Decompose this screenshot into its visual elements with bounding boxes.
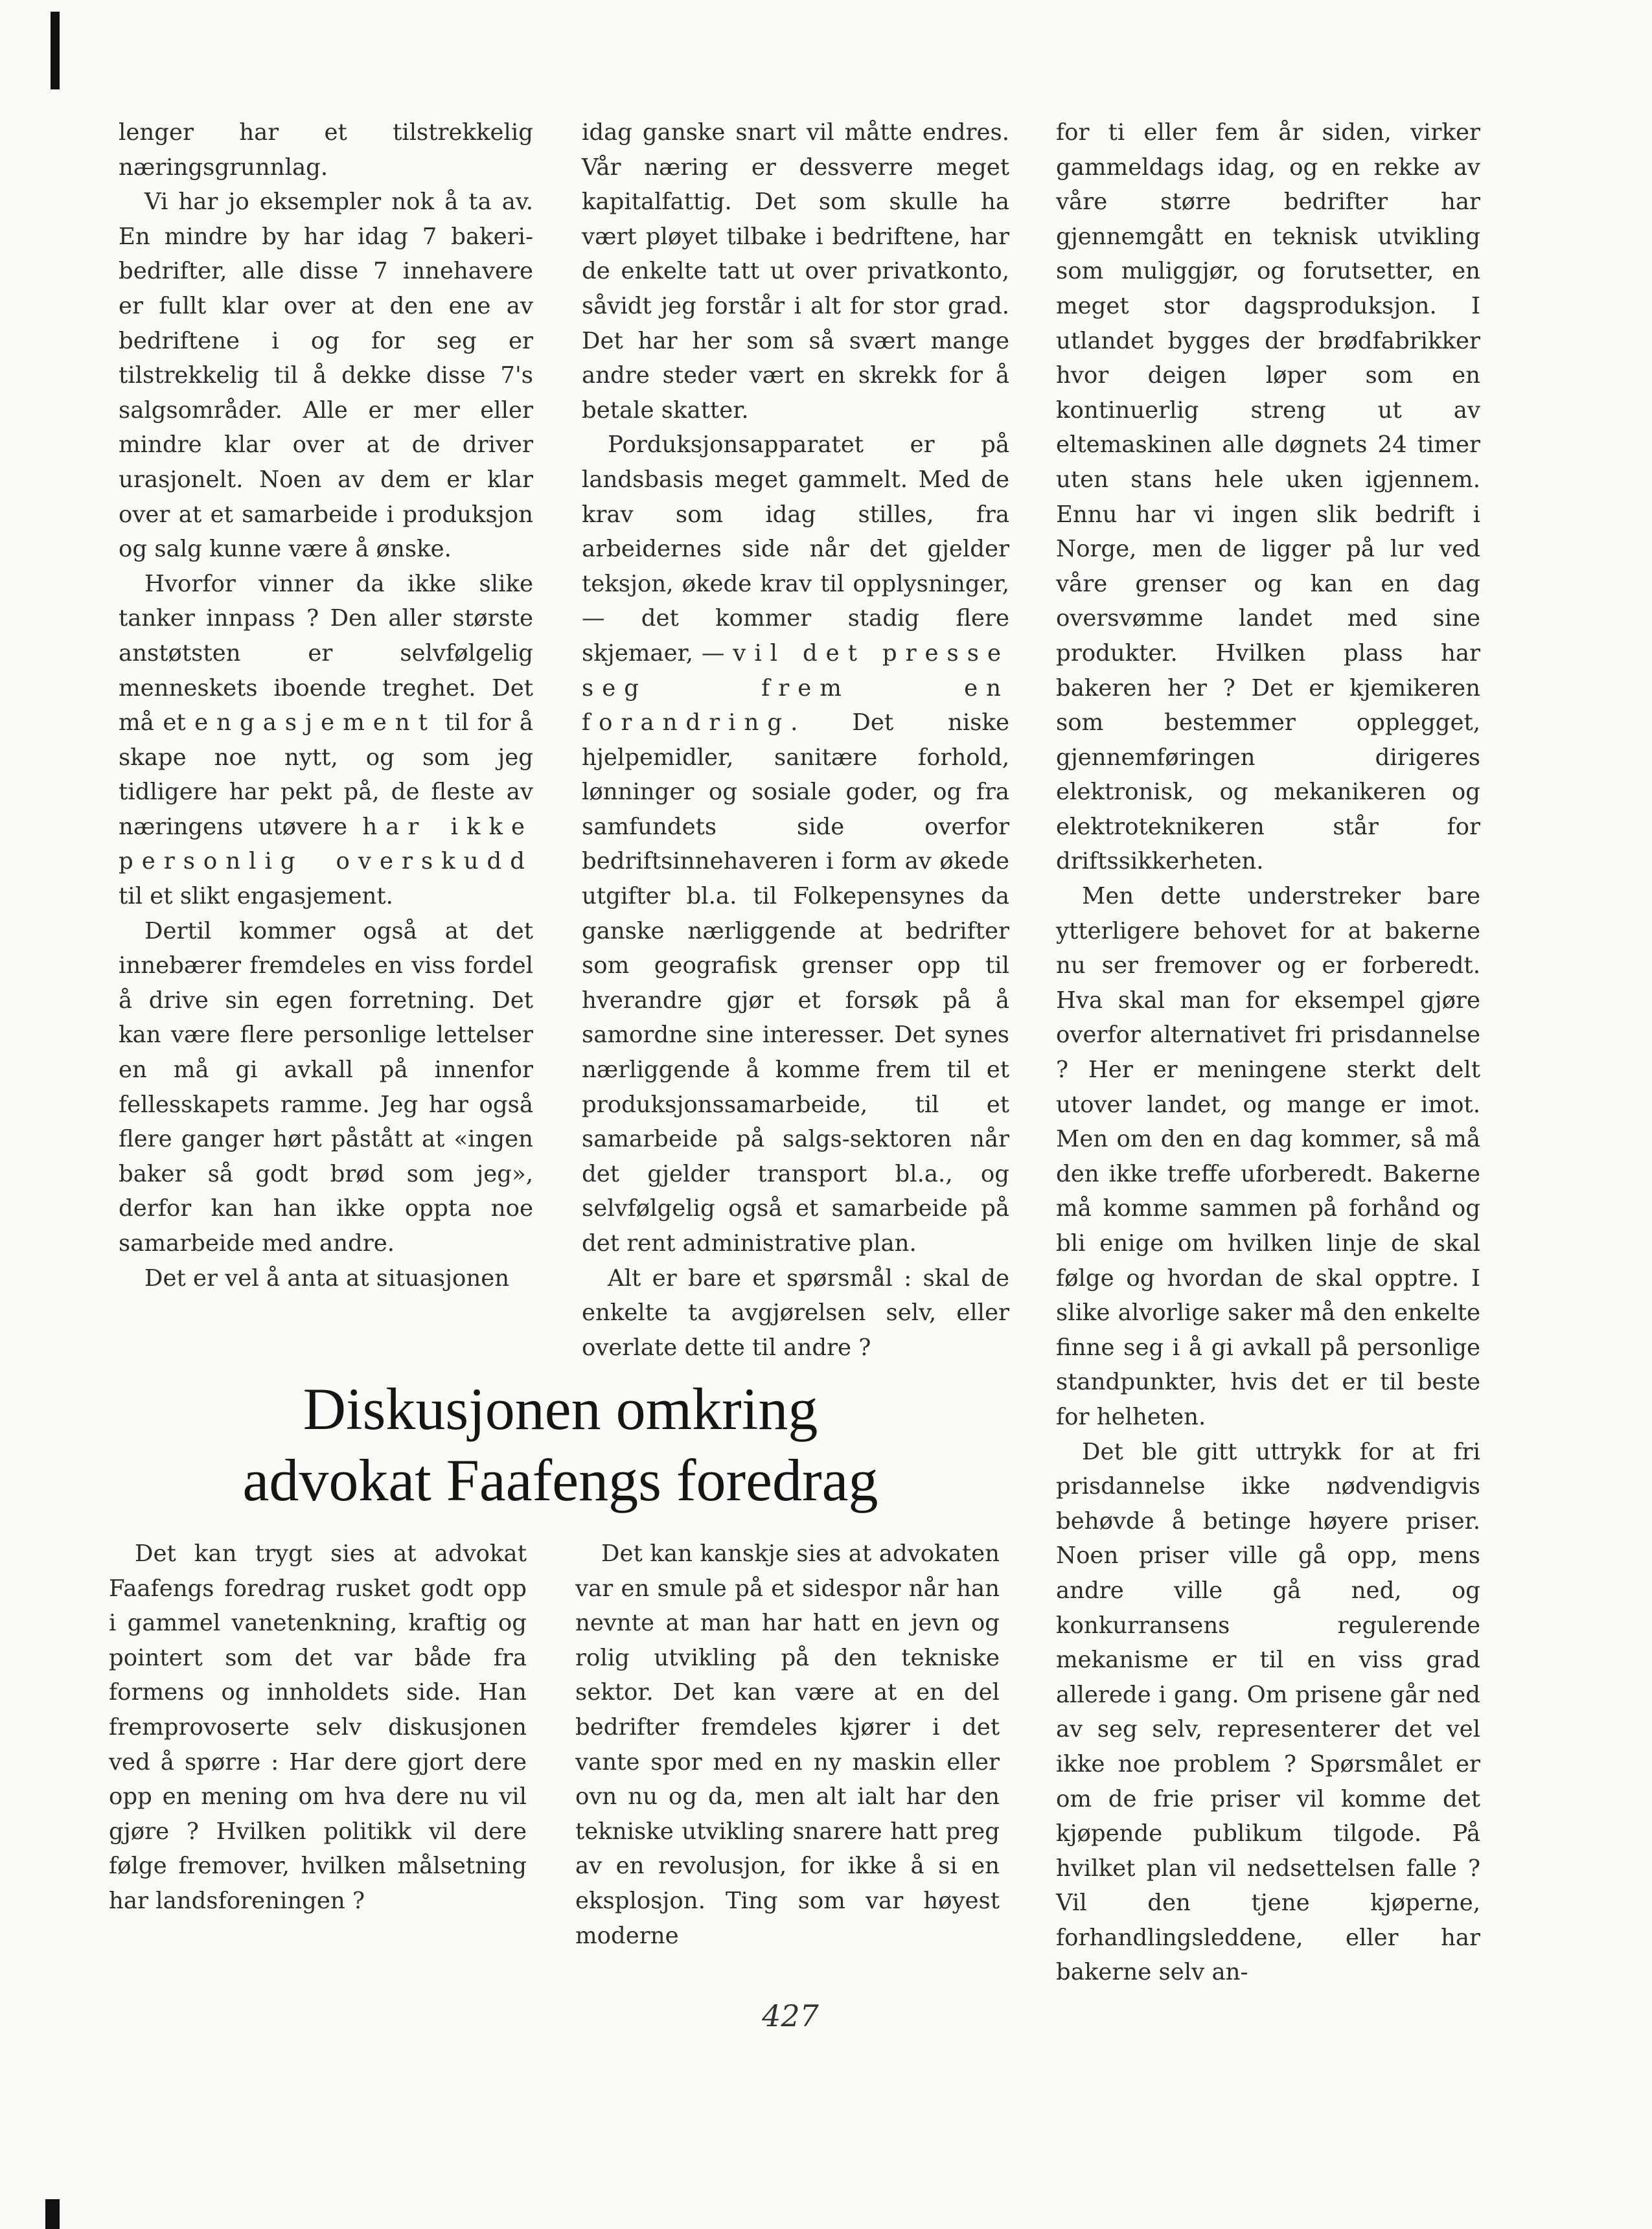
- scan-edge-mark-bottom: [45, 2199, 60, 2229]
- paragraph: Det kan trygt sies at advokat Faafengs foredrag rusket godt opp i gammel vanetenkning, kraftig og pointert som det var både fra formens og innholdets side. Han fremprovoserte selv diskusjonen ved å spørre : Har dere gjort dere opp en mening om hva dere nu vil gjøre ? Hvilken politikk vil dere følge fremover, hvilken målsetning har landsforeningen ?: [109, 1540, 527, 1914]
- emphasized-text: engasjement: [194, 709, 436, 737]
- text-column-5: [575, 1537, 1000, 1953]
- paragraph: Det kan kanskje sies at advokaten var en smule på et sidespor når han nevnte at man har hatt en jevn og rolig utvikling på den tekniske sektor. Det kan være at en del bedrifter fremdeles kjører i det vante spor med en ny maskin eller ovn nu og da, men alt ialt har den tekniske utvikling snarere hatt preg av en revolusjon, for ikke å si en eksplosjon. Ting som var høyest moderne: [575, 1540, 1000, 1949]
- article-headline: [175, 1373, 946, 1516]
- text-run: Hvorfor vinner da ikke slike tanker innpass ? Den aller største anstøtsten er selvfølgelig menneskets iboende treghet. Det må et: [119, 570, 533, 737]
- scan-edge-mark: [51, 12, 60, 89]
- paragraph: lenger har et tilstrekkelig næringsgrunnlag.: [119, 119, 533, 181]
- text-run: til for å skape noe nytt, og som jeg tidligere har pekt på, de fleste av næringens utøvere: [119, 709, 533, 840]
- paragraph: [119, 567, 533, 914]
- paragraph: for ti eller fem år siden, virker gammeldags idag, og en rekke av våre større bedrifter har gjennemgått en teknisk utvikling som muliggjør, og forutsetter, en meget stor dagsproduksjon. I utlandet bygges der brødfabrikker hvor deigen løper som en kontinuerlig streng ut av eltemaskinen alle døgnets 24 timer uten stans hele uken igjennem. Ennu har vi ingen slik bedrift i Norge, men de ligger på lur ved våre grenser og kan en dag oversvømme landet med sine produkter. Hvilken plass har bakeren her ? Det er kjemikeren som bestemmer opplegget, gjennemføringen dirigeres elektronisk, og mekanikeren og elektroteknikeren står for driftssikkerheten.: [1056, 119, 1480, 875]
- emphasized-text: har ikke personlig overskudd: [119, 813, 533, 875]
- paragraph: Det er vel å anta at situasjonen: [144, 1264, 510, 1292]
- text-run: Porduksjonsapparatet er på landsbasis meget gammelt. Med de krav som idag stilles, fra arbeidernes side når det gjelder teksjon, økede krav til opplysninger, — det kommer stadig flere skjemaer, —: [582, 431, 1009, 667]
- text-column-1: [119, 115, 533, 1296]
- paragraph: Alt er bare et spørsmål : skal de enkelte ta avgjørelsen selv, eller overlate dette til andre ?: [582, 1264, 1009, 1361]
- paragraph: [582, 428, 1009, 1261]
- text-run: . Det niske hjelpemidler, sanitære forhold, lønninger og sosiale goder, og fra samfundets side overfor bedriftsinnehaveren i form av økede utgifter bl.a. til Folkepensynes da ganske nærliggende at bedrifter som geografisk grenser opp til hverandre gjør et forsøk på å samordne sine interesser. Det synes nærliggende å komme frem til et produksjonssamarbeide, til et samarbeide på salgs-sektoren når det gjelder transport bl.a., og selvfølgelig også et samarbeide på det rent administrative plan.: [582, 709, 1009, 1257]
- text-column-4: [109, 1537, 527, 1919]
- paragraph: Dertil kommer også at det innebærer fremdeles en viss fordel å drive sin egen forretning. Det kan være flere personlige lettelser en må gi avkall på innenfor fellesskapets ramme. Jeg har også flere ganger hørt påstått at «ingen baker så godt brød som jeg», derfor kan han ikke oppta noe samarbeide med andre.: [119, 917, 533, 1257]
- paragraph: Men dette understreker bare ytterligere behovet for at bakerne nu ser fremover og er forberedt. Hva skal man for eksempel gjøre overfor alternativet fri prisdannelse ? Her er meningene sterkt delt utover landet, og mange er imot. Men om den en dag kommer, så må den ikke treffe uforberedt. Bakerne må komme sammen på forhånd og bli enige om hvilken linje de skal følge og hvordan de skal opptre. I slike alvorlige saker må den enkelte finne seg i å gi avkall på personlige standpunkter, hvis det er til beste for helheten.: [1056, 883, 1480, 1430]
- text-column-3: [1056, 115, 1480, 1990]
- text-column-2: [582, 115, 1009, 1365]
- paragraph: idag ganske snart vil måtte endres. Vår næring er dessverre meget kapitalfattig. Det som skulle ha vært pløyet tilbake i bedriftene, har de enkelte tatt ut over privatkonto, såvidt jeg forstår i alt for stor grad. Det har her som så svært mange andre steder vært en skrekk for å betale skatter.: [582, 119, 1009, 424]
- paragraph: Det ble gitt uttrykk for at fri prisdannelse ikke nødvendigvis behøvde å betinge høyere priser. Noen priser ville gå opp, mens andre ville gå ned, og konkurransens regulerende mekanisme er til en viss grad allerede i gang. Om prisene går ned av seg selv, representerer det vel ikke noe problem ? Spørsmålet er om de frie priser vil komme det kjøpende publikum tilgode. På hvilket plan vil nedsettelsen falle ? Vil den tjene kjøperne, forhandlingsleddene, eller har bakerne selv an-: [1056, 1438, 1480, 1986]
- headline-line-2: advokat Faafengs foredrag: [242, 1447, 878, 1513]
- text-run: til et slikt engasjement.: [119, 883, 393, 910]
- page-number: 427: [762, 1998, 819, 2033]
- emphasized-text: vil det presse seg frem en forandring: [582, 639, 1009, 737]
- headline-line-1: Diskusjonen omkring: [303, 1376, 818, 1442]
- paragraph: Vi har jo eksempler nok å ta av. En mindre by har idag 7 bakeri-bedrifter, alle disse 7 innehavere er fullt klar over at den ene av bedriftene i og for seg er tilstrekkelig til å dekke disse 7's salgsområder. Alle er mer eller mindre klar over at de driver urasjonelt. Noen av dem er klar over at et samarbeide i produksjon og salg kunne være å ønske.: [119, 189, 533, 563]
